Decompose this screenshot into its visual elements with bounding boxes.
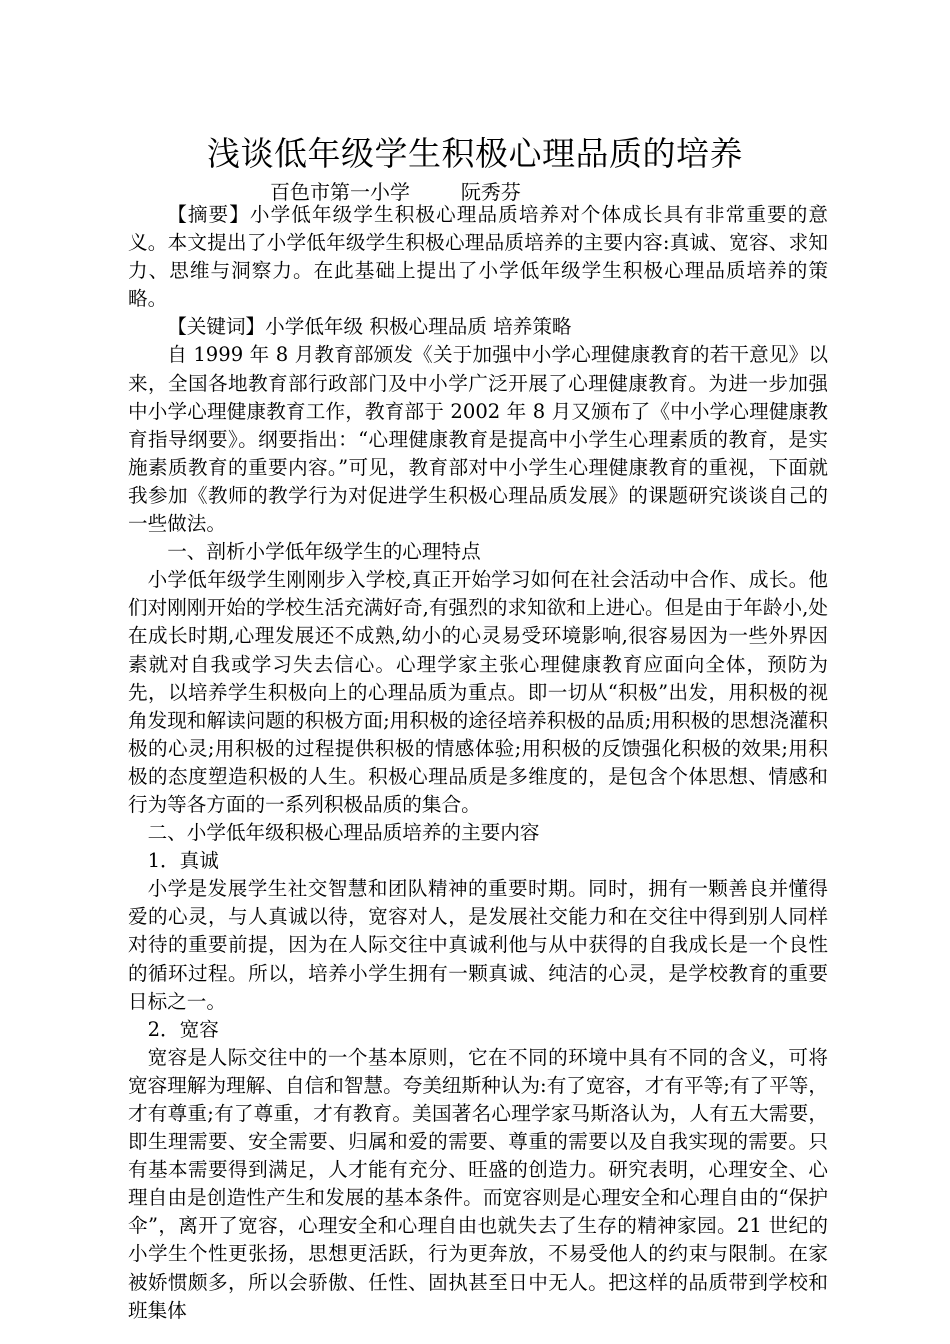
tolerance-paragraph: 宽容是人际交往中的一个基本原则，它在不同的环境中具有不同的含义，可将宽容理解为理解、自信和智慧。夸美纽斯种认为:有了宽容，才有平等;有了平等，才有尊重;有了尊重，才有教育。美国著名心理学家马斯洛认为，人有五大需要，即生理需要、安全需要、归属和爱的需要、尊重的需要以及自我实现的需要。只有基本需要得到满足，人才能有充分、旺盛的创造力。研究表明，心理安全、心理自由是创造性产生和发展的基本条件。而宽容则是心理安全和心理自由的“保护伞”，离开了宽容，心理安全和心理自由也就失去了生存的精神家园。21 世纪的小学生个性更张扬，思想更活跃，行为更奔放，不易受他人的约束与限制。在家被娇惯颇多，所以会骄傲、任性、固执甚至日中无人。把这样的品质带到学校和班集体 [128, 1045, 828, 1322]
sincerity-paragraph: 小学是发展学生社交智慧和团队精神的重要时期。同时，拥有一颗善良并懂得爱的心灵，与人真诚以待，宽容对人，是发展社交能力和在交往中得到别人同样对待的重要前提，因为在人际交往中真诚利他与从中获得的自我成长是一个良性的循环过程。所以，培养小学生拥有一颗真诚、纯洁的心灵，是学校教育的重要日标之一。 [128, 877, 828, 1013]
section-1-paragraph: 小学低年级学生刚刚步入学校,真正开始学习如何在社会活动中合作、成长。他们对刚刚开始的学校生活充满好奇,有强烈的求知欲和上进心。但是由于年龄小,处在成长时期,心理发展还不成熟,幼小的心灵易受环境影响,很容易因为一些外界因素就对自我或学习失去信心。心理学家主张心理健康教育应面向全体，预防为先，以培养学生积极向上的心理品质为重点。即一切从“积极”出发，用积极的视角发现和解读问题的积极方面;用积极的途径培养积极的品质;用积极的思想浇灌积极的心灵;用积极的过程提供积极的情感体验;用积极的反馈强化积极的效果;用积极的态度塑造积极的人生。积极心理品质是多维度的，是包含个体思想、情感和行为等各方面的一系列积极品质的集合。 [128, 568, 828, 816]
intro-paragraph: 自 1999 年 8 月教育部颁发《关于加强中小学心理健康教育的若干意见》以来，全国各地教育部行政部门及中小学广泛开展了心理健康教育。为进一步加强中小学心理健康教育工作，教育部于 2002 年 8 月又颁布了《中小学心理健康教育指导纲要》。纲要指出：“心理健康教育是提高中小学生心理素质的教育，是实施素质教育的重要内容。”可见，教育部对中小学生心理健康教育的重视，下面就我参加《教师的教学行为对促进学生积极心理品质发展》的课题研究谈谈自己的一些做法。 [128, 343, 828, 536]
document-title: 浅谈低年级学生积极心理品质的培养 [207, 134, 743, 173]
keywords-paragraph: 【关键词】小学低年级 积极心理品质 培养策略 [167, 315, 572, 339]
document-body [128, 201, 828, 1325]
author-byline: 百色市第一小学 阮秀芬 [270, 180, 521, 204]
subheading-tolerance: 2．宽容 [147, 1017, 219, 1041]
section-heading-1: 一、剖析小学低年级学生的心理特点 [167, 540, 481, 564]
section-heading-2: 二、小学低年级积极心理品质培养的主要内容 [147, 821, 540, 845]
subheading-sincerity: 1．真诚 [147, 849, 219, 873]
abstract-paragraph: 【摘要】小学低年级学生积极心理品质培养对个体成长具有非常重要的意义。本文提出了小学低年级学生积极心理品质培养的主要内容:真诚、宽容、求知力、思维与洞察力。在此基础上提出了小学低年级学生积极心理品质培养的策略。 [128, 203, 828, 311]
